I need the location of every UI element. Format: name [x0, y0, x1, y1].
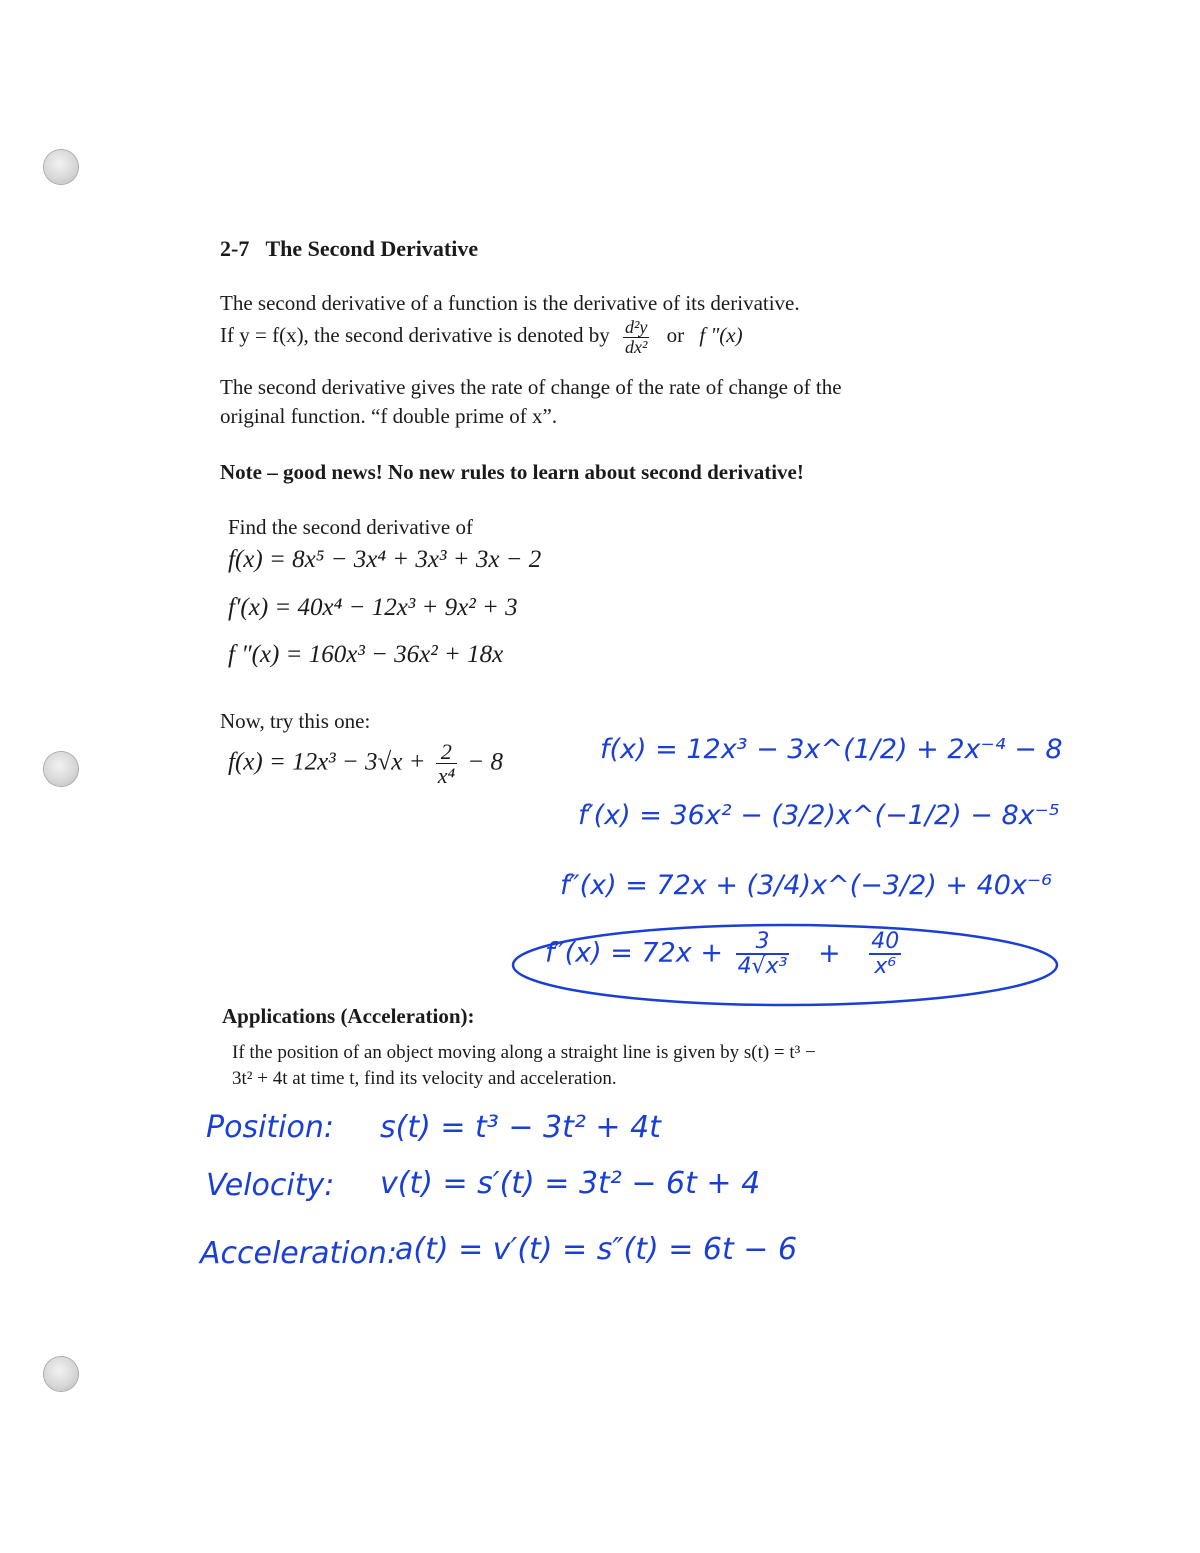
section-heading — [220, 236, 478, 262]
example-f-prime: f′(x) = 40x⁴ − 12x³ + 9x² + 3 — [228, 594, 518, 621]
position-expression: s(t) = t³ − 3t² + 4t — [380, 1110, 661, 1145]
handwritten-line-1: f(x) = 12x³ − 3x^(1/2) + 2x⁻⁴ − 8 — [600, 734, 1063, 765]
binder-hole-top — [44, 150, 78, 184]
handwritten-line-4: f″(x) = 72x + $\frac{3}{\text{4√x³}}$ + $\frac{40}{\text{x⁶}}$ — [545, 929, 900, 980]
velocity-label: Velocity: — [206, 1168, 335, 1203]
example-f: f(x) = 8x⁵ − 3x⁴ + 3x³ + 3x − 2 — [228, 546, 542, 573]
binder-hole-middle — [44, 752, 78, 786]
try-fraction: $\frac{2}{\text{x⁴}}$ — [437, 739, 456, 789]
example-prompt: Find the second derivative of — [228, 515, 473, 539]
notation-prefix: If y = f(x), the second derivative is denoted by — [220, 323, 610, 348]
answer-fraction-2: $\frac{40}{\text{x⁶}}$ — [871, 929, 900, 980]
section-number: 2-7 — [220, 236, 250, 261]
try-prompt: Now, try this one: — [220, 709, 371, 733]
intro-line-2 — [220, 318, 743, 357]
acceleration-expression: a(t) = v′(t) = s″(t) = 6t − 6 — [395, 1232, 798, 1267]
velocity-expression: v(t) = s′(t) = 3t² − 6t + 4 — [380, 1166, 761, 1201]
notation-fraction: $\frac{\text{d²y}}{\text{dx²}}$ — [624, 317, 648, 357]
binder-hole-bottom — [44, 1357, 78, 1391]
handwritten-line-2: f′(x) = 36x² − (3/2)x^(−1/2) − 8x⁻⁵ — [578, 800, 1060, 831]
acceleration-label: Acceleration: — [200, 1236, 398, 1271]
try-function: f(x) = 12x³ − 3√x + $\frac{2}{\text{x⁴}}$ − 8 — [228, 739, 504, 789]
applications-problem-line-2: 3t² + 4t at time t, find its velocity and acceleration. — [232, 1068, 617, 1089]
answer-fraction-1: $\frac{3}{\text{4√x³}}$ — [737, 929, 788, 980]
example-f-double-prime: f ″(x) = 160x³ − 36x² + 18x — [228, 641, 504, 668]
notation-or: or — [666, 323, 685, 348]
intro-line-1: The second derivative of a function is the derivative of its derivative. — [220, 291, 800, 315]
position-label: Position: — [206, 1110, 334, 1145]
applications-heading: Applications (Acceleration): — [222, 1004, 475, 1028]
intro-line-4: original function. “f double prime of x”. — [220, 404, 558, 428]
applications-problem-line-1: If the position of an object moving along a straight line is given by s(t) = t³ − — [232, 1042, 816, 1063]
handwritten-line-3: f″(x) = 72x + (3/4)x^(−3/2) + 40x⁻⁶ — [560, 870, 1053, 901]
notation-alt: f "(x) — [699, 323, 743, 348]
section-title: The Second Derivative — [265, 236, 479, 261]
intro-line-3: The second derivative gives the rate of change of the rate of change of the — [220, 375, 842, 399]
note: Note – good news! No new rules to learn about second derivative! — [220, 460, 804, 484]
